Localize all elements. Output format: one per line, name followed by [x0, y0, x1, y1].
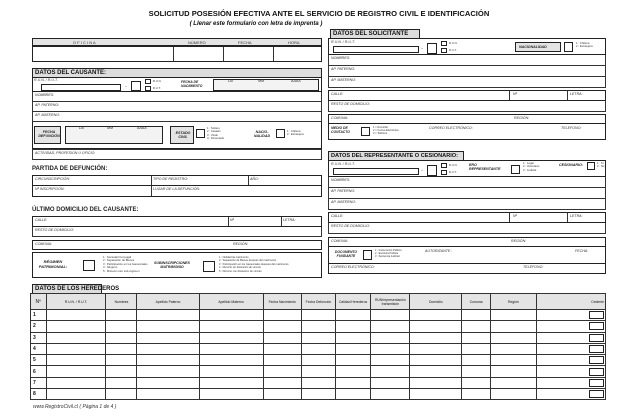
fecha-defuncion-label-box — [34, 126, 61, 144]
table-cell[interactable] — [410, 377, 462, 388]
rep-run-label: R.U.N. / R.U.T. — [331, 162, 355, 166]
cedente-checkbox-cell[interactable] — [536, 355, 605, 366]
mm-label: MM — [258, 79, 264, 83]
col-calidad: Calidad Herederos — [336, 294, 371, 310]
col-comuna: Comuna — [462, 294, 491, 310]
causante-rut-checkbox[interactable] — [145, 86, 151, 91]
table-cell[interactable] — [336, 389, 371, 400]
table-cell[interactable] — [462, 321, 491, 332]
table-cell[interactable] — [199, 332, 263, 343]
rep-no-label: Nº — [513, 214, 517, 218]
table-cell[interactable] — [137, 343, 199, 354]
table-cell[interactable] — [491, 332, 537, 343]
table-cell[interactable] — [106, 377, 137, 388]
causante-death-row — [32, 122, 322, 149]
regimen-field[interactable] — [83, 260, 95, 271]
cedente-label: Cedente — [591, 299, 604, 304]
table-cell[interactable] — [137, 355, 199, 366]
nacionalidad-field[interactable] — [276, 129, 285, 138]
table-cell[interactable] — [46, 377, 106, 388]
domicilio-title: ÚLTIMO DOMICILIO DEL CAUSANTE: — [32, 207, 139, 213]
rep-ap-paterno-field[interactable]: AP. PATERNO: — [328, 188, 606, 199]
table-cell[interactable] — [491, 310, 537, 321]
table-cell[interactable] — [410, 343, 462, 354]
table-cell[interactable] — [301, 332, 335, 343]
sol-medio-field[interactable] — [361, 127, 370, 136]
sol-run-option: R.U.N. — [449, 41, 458, 45]
table-cell[interactable] — [371, 366, 410, 377]
table-cell[interactable] — [410, 321, 462, 332]
table-cell[interactable] — [301, 355, 335, 366]
causante-ap-paterno-field[interactable]: AP. PATERNO: — [32, 102, 322, 112]
table-cell[interactable] — [199, 343, 263, 354]
cedente-checkbox-cell[interactable] — [536, 332, 605, 343]
rep-documento-label: DOCUMENTO FUNDANTE — [334, 250, 358, 258]
sol-resto-field[interactable]: RESTO DE DOMICILIO: — [328, 101, 606, 112]
ano-label: AÑO: — [250, 177, 259, 181]
cedente-checkbox[interactable] — [589, 311, 604, 319]
dash: – — [125, 84, 127, 88]
col-run-representacion: RUN/representación transmisión — [371, 294, 410, 310]
sol-run-label: R.U.N. / R.U.T. — [331, 40, 355, 44]
causante-run-label: R.U.N. / R.U.T. — [34, 78, 58, 82]
table-cell[interactable] — [263, 366, 301, 377]
sol-medio-label: MEDIO DE CONTACTO — [331, 126, 350, 134]
table-cell[interactable] — [410, 366, 462, 377]
sol-calle-row[interactable] — [328, 90, 606, 101]
col-no: Nº — [31, 294, 47, 310]
table-cell[interactable] — [263, 389, 301, 400]
rep-run-field[interactable] — [333, 168, 419, 175]
table-cell[interactable] — [371, 355, 410, 366]
col-ap-materno: Apellido Materno — [199, 294, 263, 310]
table-cell[interactable] — [137, 332, 199, 343]
row-number: 8 — [31, 389, 47, 400]
table-cell[interactable] — [462, 366, 491, 377]
office-label: O F I C I N A — [73, 40, 96, 45]
table-row — [31, 332, 606, 343]
sol-correo-label: CORREO ELECTRÓNICO: — [429, 126, 473, 130]
table-row — [31, 343, 606, 354]
table-cell[interactable] — [410, 310, 462, 321]
row-number: 5 — [31, 355, 47, 366]
rep-correo-label: CORREO ELECTRÓNICO: — [331, 265, 375, 269]
col-nombres: Nombres — [106, 294, 137, 310]
partida-row-2 — [32, 186, 322, 197]
nacionalidad-label: NACIO- NALIDAD — [253, 130, 271, 138]
table-cell[interactable] — [371, 343, 410, 354]
table-cell[interactable] — [371, 310, 410, 321]
actividad-field[interactable]: ACTIVIDAD, PROFESION U OFICIO: — [32, 149, 322, 160]
table-cell[interactable] — [199, 389, 263, 400]
rep-letra-label: LETRA: — [570, 214, 583, 218]
table-cell[interactable] — [263, 332, 301, 343]
table-cell[interactable] — [336, 366, 371, 377]
rep-cesionario-field[interactable] — [587, 162, 595, 170]
sol-letra-label: LETRA: — [570, 92, 583, 96]
table-cell[interactable] — [106, 366, 137, 377]
regimen-row — [32, 252, 322, 278]
sol-calle-label: CALLE: — [331, 92, 344, 96]
sol-nacionalidad-options: 1 : Chilena 2 : Extranjera — [576, 41, 593, 49]
rep-calle-label: CALLE: — [331, 214, 344, 218]
cedente-checkbox[interactable] — [589, 356, 604, 364]
cedente-checkbox[interactable] — [589, 379, 604, 387]
cedente-checkbox[interactable] — [589, 345, 604, 353]
hora-label: HORA — [288, 40, 300, 45]
sol-rut-option: R.U.T. — [449, 48, 457, 52]
sol-comuna-row[interactable] — [328, 114, 606, 124]
causante-run-row — [32, 77, 322, 92]
table-cell[interactable] — [462, 377, 491, 388]
rep-autorizante-label: AUTORIZANTE : — [425, 249, 453, 253]
table-cell[interactable] — [106, 332, 137, 343]
table-cell[interactable] — [336, 377, 371, 388]
table-cell[interactable] — [106, 355, 137, 366]
office-header — [32, 38, 322, 46]
solicitante-run-row — [328, 38, 606, 55]
table-cell[interactable] — [462, 389, 491, 400]
rep-documento-options: 1 : Instrumento Público 2 : Escritura Pública 3 : Sentencia Judicial — [375, 249, 402, 259]
row-number: 4 — [31, 343, 47, 354]
dd-label: DD — [228, 79, 234, 83]
rep-ero-field[interactable] — [511, 165, 520, 174]
cedente-checkbox[interactable] — [589, 390, 604, 398]
cedente-checkbox[interactable] — [589, 322, 604, 330]
table-cell[interactable] — [137, 389, 199, 400]
causante-dv-field[interactable] — [131, 81, 141, 91]
table-cell[interactable] — [137, 366, 199, 377]
table-cell[interactable] — [301, 377, 335, 388]
table-row — [31, 389, 606, 400]
rep-dv-field[interactable] — [427, 165, 437, 176]
subinscripciones-options: 1 : Nulidad de matrimonio 2 : Separación de Bienes después del matrimonio 3 : Participación en los Gananciales después del matrimonio 4 : Divorcio sin disolución de vínculo 5 : Divorcio con disolución de vínculo — [219, 256, 289, 273]
rep-run-row — [328, 160, 606, 177]
table-cell[interactable] — [301, 310, 335, 321]
solicitante-section-header: DATOS DEL SOLICITANTE — [330, 29, 420, 40]
cedente-checkbox-cell[interactable] — [536, 343, 605, 354]
sol-nombres-field[interactable]: NOMBRES: — [328, 55, 606, 66]
table-cell[interactable] — [106, 389, 137, 400]
table-cell[interactable] — [491, 321, 537, 332]
col-run: R.U.N. / R.U.T. — [46, 294, 106, 310]
estado-civil-label-box — [170, 126, 194, 144]
sol-ap-materno-field[interactable]: AP. MATERNO: — [328, 77, 606, 88]
sol-nacionalidad-field[interactable] — [564, 42, 573, 52]
table-cell[interactable] — [462, 355, 491, 366]
rep-correo-row[interactable] — [328, 264, 606, 274]
causante-run-checkbox[interactable] — [145, 79, 151, 84]
table-cell[interactable] — [491, 343, 537, 354]
form-subtitle: ( Llenar este formulario con letra de imprenta ) — [189, 21, 323, 27]
table-cell[interactable] — [462, 310, 491, 321]
herederos-table — [30, 293, 606, 400]
rep-rut-checkbox[interactable] — [441, 170, 447, 175]
causante-rut-option: R.U.T. — [153, 86, 161, 90]
numero-label: NÚMERO — [188, 40, 206, 45]
table-cell[interactable] — [491, 355, 537, 366]
sol-no-label: Nº — [513, 92, 517, 96]
row-number: 3 — [31, 332, 47, 343]
table-row — [31, 377, 606, 388]
col-fecha-nac: Fecha Nacimiento — [263, 294, 301, 310]
table-cell[interactable] — [199, 377, 263, 388]
table-cell[interactable] — [137, 310, 199, 321]
lugar-label: LUGAR DE LA DEFUNCIÓN: — [153, 187, 200, 191]
sol-medio-options: 1 = Domicilio 2 = Correo Electrónico 3 = Teléfono — [373, 126, 399, 136]
rep-ero-options: 1 : Legal 2 : Voluntario 3 : Judicial — [523, 161, 540, 172]
table-cell[interactable] — [199, 355, 263, 366]
table-cell[interactable] — [371, 332, 410, 343]
sol-dv-field[interactable] — [427, 43, 437, 54]
domicilio-resto-field[interactable]: RESTO DE DOMICILIO: — [32, 227, 322, 237]
row-number: 2 — [31, 321, 47, 332]
circ-label: CIRCUNSCRIPCIÓN: — [35, 177, 70, 181]
cedente-checkbox-cell[interactable] — [536, 366, 605, 377]
sol-region-label: REGIÓN: — [514, 116, 530, 120]
row-number: 6 — [31, 366, 47, 377]
rep-comuna-row[interactable] — [328, 237, 606, 247]
table-cell[interactable] — [410, 389, 462, 400]
causante-nombres-field[interactable]: NOMBRES: — [32, 92, 322, 102]
cedente-checkbox-cell[interactable] — [536, 310, 605, 321]
tipo-label: TIPO DE REGISTRO: — [153, 177, 189, 181]
rep-region-label: REGIÓN: — [511, 239, 527, 243]
row-number: 7 — [31, 377, 47, 388]
subinscripciones-label: SUBINSCRIPCIONES MATRIMONIO — [154, 261, 190, 269]
sol-nacionalidad-label-box — [515, 42, 561, 52]
cedente-checkbox-cell[interactable] — [536, 321, 605, 332]
col-ap-paterno: Apellido Paterno — [137, 294, 199, 310]
table-cell[interactable] — [371, 377, 410, 388]
fecha-defuncion-label: FECHA DEFUNCIÓN — [38, 130, 60, 138]
comuna-label: COMUNA: — [35, 242, 52, 246]
cedente-checkbox[interactable] — [589, 368, 604, 376]
representante-section-header: DATOS DEL REPRESENTANTE O CESIONARIO: — [328, 151, 464, 162]
table-cell[interactable] — [301, 389, 335, 400]
causante-birth-label: FECHA DE NACIMIENTO — [181, 80, 203, 88]
table-cell[interactable] — [106, 343, 137, 354]
footer-text: www.RegistroCivil.cl ( Página 1 de 4 ) — [33, 404, 117, 410]
table-cell[interactable] — [336, 343, 371, 354]
sol-run-checkbox[interactable] — [441, 41, 447, 46]
nacionalidad-options: 1 : Chilena 2 : Extranjera — [287, 129, 304, 137]
rep-rut-option: R.U.T. — [449, 170, 457, 174]
table-row — [31, 355, 606, 366]
herederos-header-row — [31, 294, 606, 310]
regimen-options: 1 : Sociedad Conyugal 2 : Separación de Bienes 3 : Participación en los Gananciales 4 : Ninguno 5 : Mixto/en otro sub-régimen — [103, 255, 148, 273]
table-cell[interactable] — [263, 321, 301, 332]
partida-row-1 — [32, 175, 322, 186]
table-cell[interactable] — [336, 321, 371, 332]
sol-contacto-row — [328, 124, 606, 140]
table-cell[interactable] — [199, 321, 263, 332]
table-cell[interactable] — [199, 310, 263, 321]
rep-cesionario-options: 1 : Sí 2 : No — [597, 161, 605, 169]
rep-ero-label: ERO REPRESENTANTE — [469, 163, 501, 171]
col-domicilio: Domicilio — [410, 294, 462, 310]
table-cell[interactable] — [301, 343, 335, 354]
table-cell[interactable] — [46, 366, 106, 377]
row-number: 1 — [31, 310, 47, 321]
herederos-section-header: DATOS DE LOS HEREDEROS — [32, 284, 102, 295]
table-cell[interactable] — [462, 343, 491, 354]
cedente-checkbox-cell[interactable] — [536, 389, 605, 400]
rep-calle-row[interactable] — [328, 212, 606, 223]
rep-run-checkbox[interactable] — [441, 163, 447, 168]
regimen-label: RÉGIMEN PATRIMONIAL: — [38, 259, 68, 269]
table-cell[interactable] — [491, 377, 537, 388]
table-cell[interactable] — [301, 321, 335, 332]
domicilio-comuna-row[interactable] — [32, 240, 322, 250]
rep-nombres-field[interactable]: NOMBRES: — [328, 177, 606, 188]
table-cell[interactable] — [410, 355, 462, 366]
sol-rut-checkbox[interactable] — [441, 48, 447, 53]
causante-section-header: DATOS DEL CAUSANTE: — [32, 68, 322, 79]
table-cell[interactable] — [263, 310, 301, 321]
col-region: Región — [491, 294, 537, 310]
letra-label: LETRA: — [283, 218, 296, 222]
cedente-checkbox-cell[interactable] — [536, 377, 605, 388]
table-cell[interactable] — [491, 389, 537, 400]
table-cell[interactable] — [263, 377, 301, 388]
table-cell[interactable] — [106, 321, 137, 332]
region-label: REGIÓN: — [233, 242, 249, 246]
domicilio-calle-row[interactable] — [32, 216, 322, 227]
table-cell[interactable] — [46, 355, 106, 366]
table-cell[interactable] — [46, 389, 106, 400]
table-cell[interactable] — [46, 332, 106, 343]
rep-run-option: R.U.N. — [449, 163, 458, 167]
sol-nacionalidad-label: NACIONALIDAD — [519, 45, 547, 49]
col-cedente — [536, 294, 605, 310]
estado-civil-label: ESTADO CIVIL — [175, 131, 191, 139]
table-cell[interactable] — [491, 366, 537, 377]
causante-ap-materno-field[interactable]: AP. MATERNO: — [32, 112, 322, 122]
table-cell[interactable] — [199, 366, 263, 377]
table-cell[interactable] — [462, 332, 491, 343]
table-cell[interactable] — [263, 343, 301, 354]
causante-run-field[interactable] — [41, 84, 121, 91]
table-row — [31, 310, 606, 321]
form-title: SOLICITUD POSESIÓN EFECTIVA ANTE EL SERVICIO DE REGISTRO CIVIL E IDENTIFICACIÓN — [148, 9, 490, 18]
table-cell[interactable] — [336, 355, 371, 366]
rep-comuna-label: COMUNA: — [331, 239, 348, 243]
estado-civil-options: 1 : Soltero 2 : Casado 3 : Viudo 4 : Divorciado — [207, 126, 225, 141]
table-cell[interactable] — [137, 377, 199, 388]
rep-telefono-label: TELEFONO: — [523, 265, 544, 269]
table-cell[interactable] — [336, 332, 371, 343]
rep-fecha-label: FECHA: — [575, 249, 589, 253]
col-fecha-def: Fecha Defunción — [301, 294, 335, 310]
table-cell[interactable] — [301, 366, 335, 377]
table-cell[interactable] — [46, 321, 106, 332]
causante-run-option: R.U.N. — [153, 79, 162, 83]
rep-ap-materno-field[interactable]: AP. MATERNO: — [328, 199, 606, 210]
sol-run-field[interactable] — [333, 46, 419, 53]
estado-civil-field[interactable] — [196, 129, 205, 138]
table-cell[interactable] — [46, 310, 106, 321]
rep-resto-field[interactable]: RESTO DE DOMICILIO: — [328, 223, 606, 234]
mm-label: MM — [107, 126, 113, 130]
table-row — [31, 321, 606, 332]
sol-ap-paterno-field[interactable]: AP. PATERNO: — [328, 66, 606, 77]
no-label: Nº — [230, 218, 234, 222]
table-cell[interactable] — [137, 321, 199, 332]
office-input-row[interactable] — [32, 46, 322, 62]
inscripcion-label: Nº INSCRIPCIÓN: — [35, 187, 65, 191]
sol-telefono-label: TELEFONO: — [561, 126, 582, 130]
dash: – — [421, 168, 423, 172]
table-cell[interactable] — [46, 343, 106, 354]
rep-cesionario-label: CESIONARIO: — [559, 163, 583, 167]
fecha-label: FECHA — [238, 40, 252, 45]
sol-comuna-label: COMUNA: — [331, 116, 348, 120]
rep-documento-field[interactable] — [363, 250, 372, 260]
subinscripciones-field[interactable] — [203, 261, 215, 272]
cedente-checkbox[interactable] — [589, 334, 604, 342]
table-cell[interactable] — [371, 321, 410, 332]
table-cell[interactable] — [410, 332, 462, 343]
rep-documento-row — [328, 247, 606, 264]
table-cell[interactable] — [263, 355, 301, 366]
aaaa-label: AAAA — [137, 126, 147, 130]
table-cell[interactable] — [106, 310, 137, 321]
table-cell[interactable] — [336, 310, 371, 321]
calle-label: CALLE: — [35, 218, 48, 222]
dd-label: DD — [79, 126, 85, 130]
table-row — [31, 366, 606, 377]
dash: – — [421, 46, 423, 50]
partida-title: PARTIDA DE DEFUNCIÓN: — [32, 166, 108, 172]
table-cell[interactable] — [371, 389, 410, 400]
aaaa-label: AAAA — [291, 79, 301, 83]
